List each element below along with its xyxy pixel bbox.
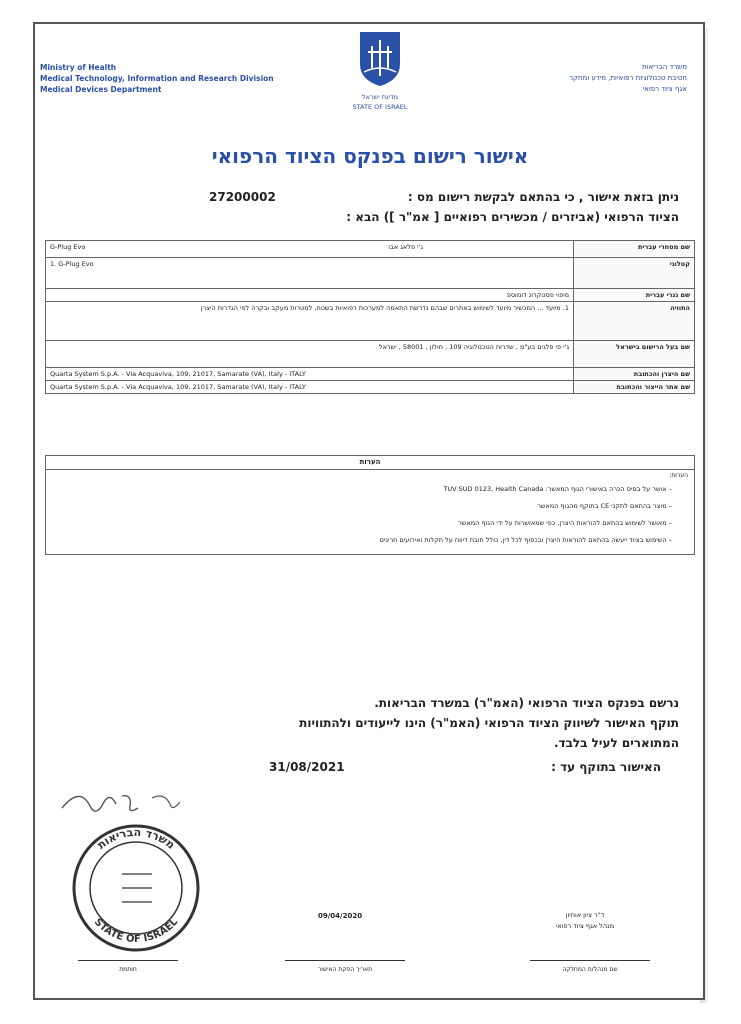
svg-text:משרד הבריאות — [95, 826, 178, 852]
signer-line: ד"ר ציון אוחיון — [565, 911, 605, 919]
registration-line-1 — [119, 190, 679, 204]
registration-line-2: הציוד הרפואי (אביזרים / מכשירים רפואיים [ אמ"ר ]) הבא : — [346, 210, 679, 224]
header-right-block — [457, 62, 687, 95]
list-item: – השימוש בציוד ייעשה בהתאם להוראות היצרן ובכפוף לכל דין, כולל חובת דיווח על תקלות ואירועים חריגים — [46, 532, 672, 549]
stamp-signature-line — [78, 960, 178, 961]
table-row — [46, 341, 695, 368]
table-row — [46, 289, 695, 302]
stamp-top-text: משרד הבריאות — [94, 825, 178, 852]
trade-name-he: ג'י פלאג אבו — [388, 243, 423, 251]
registration-text: ניתן בזאת אישור , כי בהתאם לבקשת רישום מס : — [407, 190, 679, 204]
row-value: 1. מיועד ... המכשיר מיועד לשימוש באתרים שבהם נדרשת התאמה למערכות רפואיות בשטח, למטרות מעקב ובקרה לפי הגדרות היצרן — [46, 302, 574, 341]
notes-box — [45, 455, 695, 555]
validity-line — [121, 760, 661, 774]
official-stamp-icon — [60, 790, 210, 960]
table-row — [46, 381, 695, 394]
emblem-line-en: STATE OF ISRAEL — [352, 103, 408, 111]
manager-signature-line — [530, 960, 650, 961]
row-label: שם בעל הרישום בישראל — [574, 341, 695, 368]
stamp-label: חותמת — [119, 966, 137, 973]
date-signature-line — [285, 960, 405, 961]
signer-line: מנהל אגף ציוד רפואי — [555, 922, 615, 930]
emblem-line-he: מדינת ישראל — [361, 93, 399, 101]
row-label: שם גנרי עברית — [574, 289, 695, 302]
list-item: – אושר על בסיס הכרה באישורי הגוף המאשר: TUV SUD 0123, Health Canada — [46, 481, 672, 498]
row-label: שם מסחרי עברית — [574, 241, 695, 258]
list-item: – מאושר לשימוש בהתאם להוראות היצרן, כפי שמאושרות על ידי הגוף המאשר — [46, 515, 672, 532]
list-item: – מוצר בהתאם לתקני CE בתוקף מהגוף המאשר — [46, 498, 672, 515]
header-right-line: אגף ציוד רפואי — [642, 85, 687, 93]
notes-title: הערות — [46, 456, 694, 470]
stamp-bottom-text: STATE OF ISRAEL — [91, 916, 181, 946]
header-right-line: משרד הבריאות — [641, 63, 687, 71]
row-value: Quarta System S.p.A. - Via Acquaviva, 109, 21017, Samarate (VA), Italy - ITALY — [46, 381, 574, 394]
trade-name-en: G-Plug Evo — [50, 243, 86, 251]
registration-number: 27200002 — [209, 190, 276, 204]
row-value: Quarta System S.p.A. - Via Acquaviva, 109, 21017, Samarate (VA), Italy - ITALY — [46, 368, 574, 381]
footer-line: נרשם בפנקס הציוד הרפואי (האמ"ר) במשרד הבריאות. — [374, 696, 679, 710]
notes-label: הערות: — [669, 472, 688, 479]
manager-label: שם מנהל/ת המחלקה — [562, 966, 618, 973]
footer-line: תוקף האישור לשיווק הציוד הרפואי (האמ"ר) הינו לייעודים ולהתוויות — [299, 716, 679, 730]
header-right-line: חטיבת טכנולוגיות רפואיות, מידע ומחקר — [569, 74, 687, 82]
emblem-caption — [322, 92, 438, 112]
row-value: מיפוי פסטקרונ דומוספ — [46, 289, 574, 302]
signer-block — [540, 910, 630, 932]
valid-date: 31/08/2021 — [269, 760, 345, 774]
table-row — [46, 368, 695, 381]
document-title: אישור רישום בפנקס הציוד הרפואי — [211, 144, 529, 168]
row-value — [46, 241, 574, 258]
header-left-line: Medical Devices Department — [40, 85, 162, 94]
row-value: ג'י פי פלגים בע"מ , שדרות הטכנולוגיה 109 , חולון , 58001 , ישראל — [46, 341, 574, 368]
header-left-block — [40, 62, 370, 95]
row-label: התוויה — [574, 302, 695, 341]
signature-date: 09/04/2020 — [318, 912, 363, 920]
footer-statement — [119, 693, 679, 753]
header-left-line: Ministry of Health — [40, 63, 117, 72]
table-row — [46, 241, 695, 258]
valid-label: האישור בתוקף עד : — [551, 760, 661, 774]
notes-list — [46, 481, 694, 549]
table-row — [46, 258, 695, 289]
row-label: שם אתר הייצור והכתובת — [574, 381, 695, 394]
row-label: שם היצרן והכתובת — [574, 368, 695, 381]
state-emblem-icon — [350, 28, 410, 88]
date-label: תאריך הפקת האישור — [317, 966, 373, 973]
row-value: 1. G-Plug Evo — [46, 258, 574, 289]
row-label: קטלוגי — [574, 258, 695, 289]
footer-line: המתוארים לעיל בלבד. — [553, 736, 679, 750]
header-left-line: Medical Technology, Information and Research Division — [40, 74, 274, 83]
table-row — [46, 302, 695, 341]
device-details-table — [45, 240, 695, 394]
